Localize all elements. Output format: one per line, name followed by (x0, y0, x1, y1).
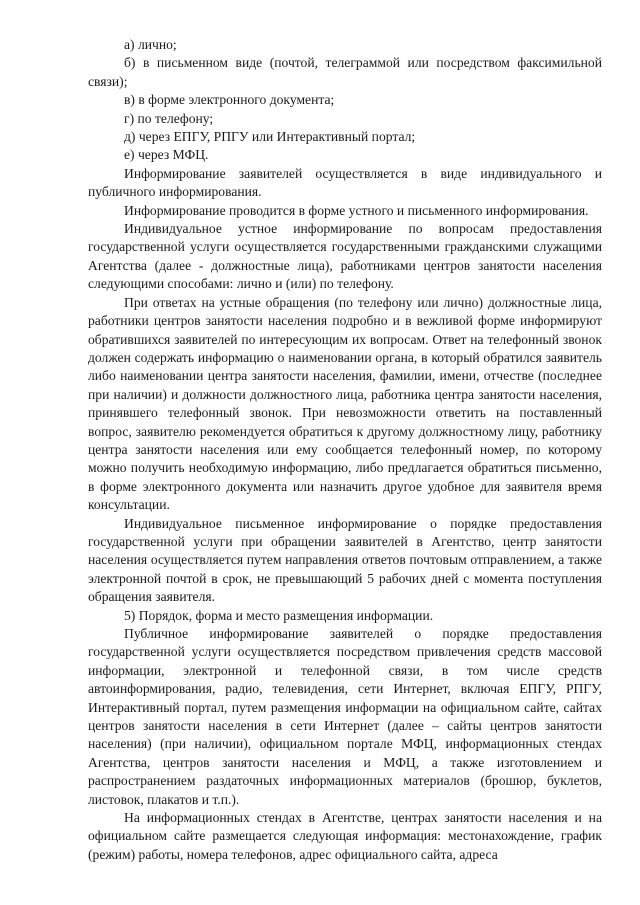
list-item-a: а) лично; (124, 37, 177, 52)
paragraph-public-info: Публичное информирование заявителей о порядке предоставления государственной услуги осуществляется посредством привлечения средств массовой информации, электронной и телефонной связи, в том числе средств автоинформирования, радио, телевидения, сети Интернет, включая ЕПГУ, РПГУ, Интерактивный портал, путем размещения информации на официальном сайте, сайтах центров занятости населения в сети Интернет (далее – сайты центров занятости населения) (при наличии), официальном портале МФЦ, информационных стендах Агентства, центров занятости населения и МФЦ, а также изготовлением и распространением раздаточных информационных материалов (брошюр, буклетов, листовок, плакатов и т.п.). (88, 626, 602, 807)
paragraph-info-forms: Информирование проводится в форме устного и письменного информирования. (124, 202, 589, 218)
list-item-b: б) в письменном виде (почтой, телеграммой или посредством факсимильной связи); (88, 55, 602, 89)
paragraph-info-stands: На информационных стендах в Агентстве, центрах занятости населения и на официальном сайте размещается следующая информация: местонахождение, график (режим) работы, номера телефонов, адрес официального сайта, адреса (88, 810, 602, 862)
paragraph-individual-written: Индивидуальное письменное информирование о порядке предоставления государственной услуги при обращении заявителей в Агентство, центр занятости населения осуществляется путем направления ответов почтовым отправлением, а также электронной почтой в срок, не превышающий 5 рабочих дней с момента поступления обращения заявителя. (88, 515, 602, 605)
paragraph-oral-answers: При ответах на устные обращения (по телефону или лично) должностные лица, работники центров занятости населения подробно и в вежливой форме информируют обратившихся заявителей по интересующим их вопросам. Ответ на телефонный звонок должен содержать информацию о наименовании органа, в который обратился заявитель либо наименовании центра занятости населения, фамилии, имени, отчестве (последнее при наличии) и должности должностного лица, работника центра занятости населения, принявшего телефонный звонок. При невозможности ответить на поставленный вопрос, заявителю рекомендуется обратиться к другому должностному лицу, работнику центра занятости населения или ему сообщается телефонный номер, по которому можно получить необходимую информацию, либо предлагается обратиться письменно, в форме электронного документа или назначить другое удобное для заявителя время консультации. (88, 294, 602, 513)
list-item-e: д) через ЕПГУ, РПГУ или Интерактивный портал; (124, 129, 416, 145)
section-heading-5: 5) Порядок, форма и место размещения информации. (124, 607, 434, 623)
paragraph-individual-oral: Индивидуальное устное информирование по вопросам предоставления государственной услуги осуществляется государственными гражданскими служащими Агентства (далее - должностные лица), работниками центров занятости населения следующими способами: лично и (или) по телефону. (88, 221, 602, 292)
paragraph-info-types: Информирование заявителей осуществляется в виде индивидуального и публичного информирования. (88, 165, 602, 200)
list-item-f: е) через МФЦ. (124, 147, 209, 163)
list-item-c: в) в форме электронного документа; (124, 92, 335, 108)
document-body (88, 36, 602, 864)
list-item-d: г) по телефону; (124, 110, 214, 126)
